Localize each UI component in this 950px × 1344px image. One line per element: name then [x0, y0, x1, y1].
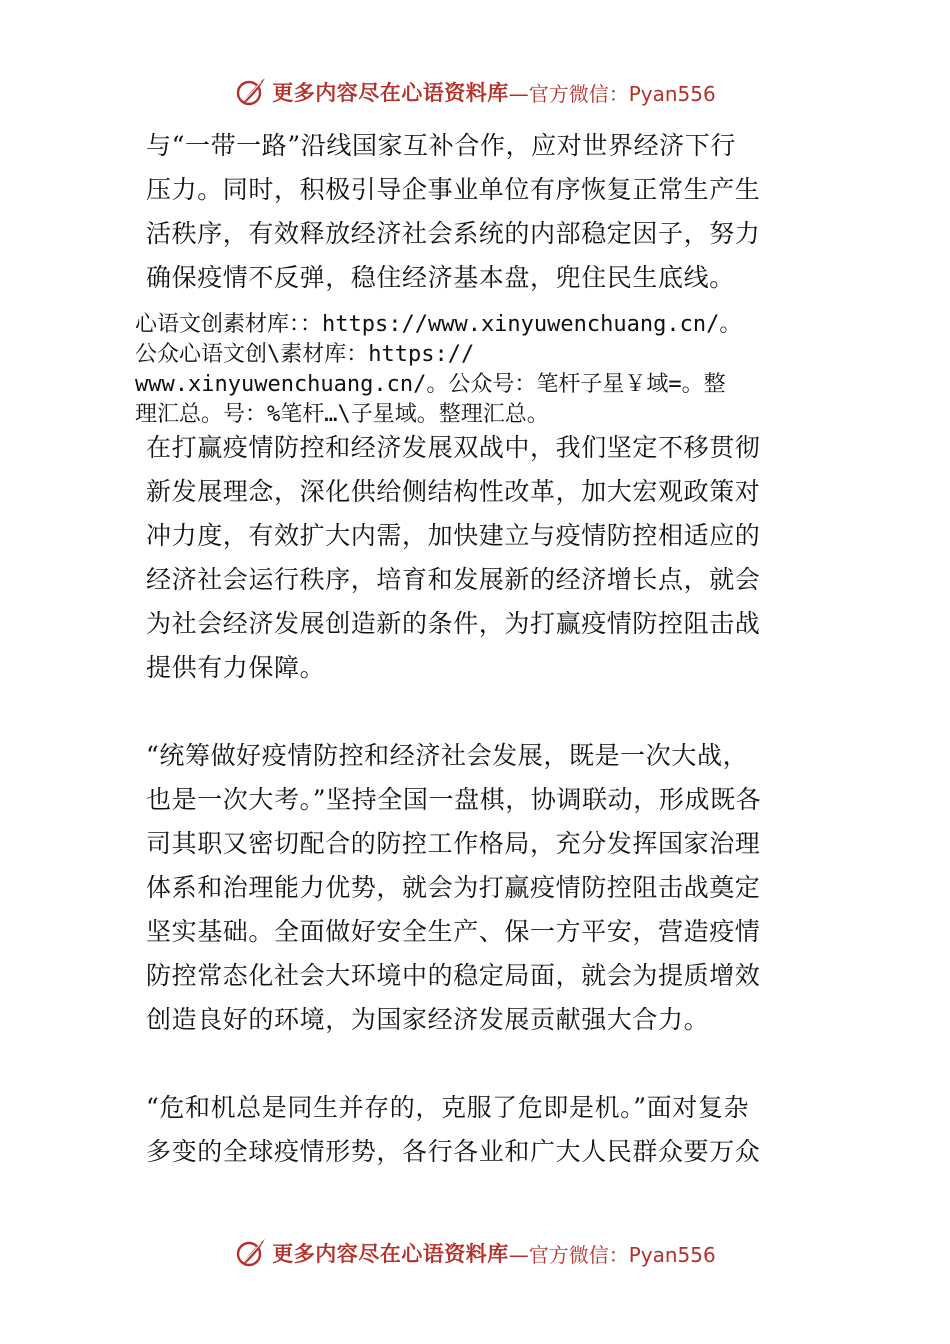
paragraph-2 [146, 426, 811, 690]
note-line: www.xinyuwenchuang.cn/。公众号：笔杆子星￥域=。整 [135, 372, 726, 397]
banner-title: 更多内容尽在心语资料库 [272, 80, 509, 105]
banner-title: 更多内容尽在心语资料库 [272, 1241, 509, 1266]
paragraph-4 [146, 1086, 811, 1174]
text-line: “危和机总是同生并存的，克服了危即是机。”面对复杂 [146, 1093, 750, 1122]
text-line: 多变的全球疫情形势，各行各业和广大人民群众要万众 [146, 1137, 761, 1166]
text-line: 在打赢疫情防控和经济发展双战中，我们坚定不移贯彻 [146, 433, 761, 462]
text-line: 压力。同时，积极引导企事业单位有序恢复正常生产生 [146, 175, 761, 204]
text-line: 提供有力保障。 [146, 653, 326, 682]
footer-banner [0, 1233, 950, 1273]
banner-contact: —官方微信：Pyan556 [508, 1242, 716, 1267]
text-line: 为社会经济发展创造新的条件，为打赢疫情防控阻击战 [146, 609, 761, 638]
header-banner [0, 72, 950, 112]
text-line: 确保疫情不反弹，稳住经济基本盘，兜住民生底线。 [146, 263, 735, 292]
note-line: 理汇总。号：%笔杆…\子星域。整理汇总。 [135, 402, 549, 427]
banner-contact: —官方微信：Pyan556 [508, 81, 716, 106]
text-line: 与“一带一路”沿线国家互补合作，应对世界经济下行 [146, 131, 736, 160]
quill-logo-icon [234, 75, 268, 109]
note-line: 公众心语文创\素材库：https:// [135, 342, 475, 367]
text-line: 司其职又密切配合的防控工作格局，充分发挥国家治理 [146, 829, 761, 858]
text-line: 冲力度，有效扩大内需，加快建立与疫情防控相适应的 [146, 521, 761, 550]
text-line: “统筹做好疫情防控和经济社会发展，既是一次大战， [146, 741, 749, 770]
note-line: 心语文创素材库：：https://www.xinyuwenchuang.cn/。 [135, 312, 742, 337]
text-line: 防控常态化社会大环境中的稳定局面，就会为提质增效 [146, 961, 761, 990]
text-line: 坚实基础。全面做好安全生产、保一方平安，营造疫情 [146, 917, 761, 946]
text-line: 也是一次大考。”坚持全国一盘棋，协调联动，形成既各 [146, 785, 762, 814]
source-note [135, 310, 815, 430]
paragraph-1 [146, 124, 811, 300]
text-line: 经济社会运行秩序，培育和发展新的经济增长点，就会 [146, 565, 761, 594]
quill-logo-icon [234, 1236, 268, 1270]
text-line: 活秩序，有效释放经济社会系统的内部稳定因子，努力 [146, 219, 761, 248]
text-line: 新发展理念，深化供给侧结构性改革，加大宏观政策对 [146, 477, 761, 506]
text-line: 创造良好的环境，为国家经济发展贡献强大合力。 [146, 1005, 710, 1034]
text-line: 体系和治理能力优势，就会为打赢疫情防控阻击战奠定 [146, 873, 761, 902]
paragraph-3 [146, 734, 811, 1042]
